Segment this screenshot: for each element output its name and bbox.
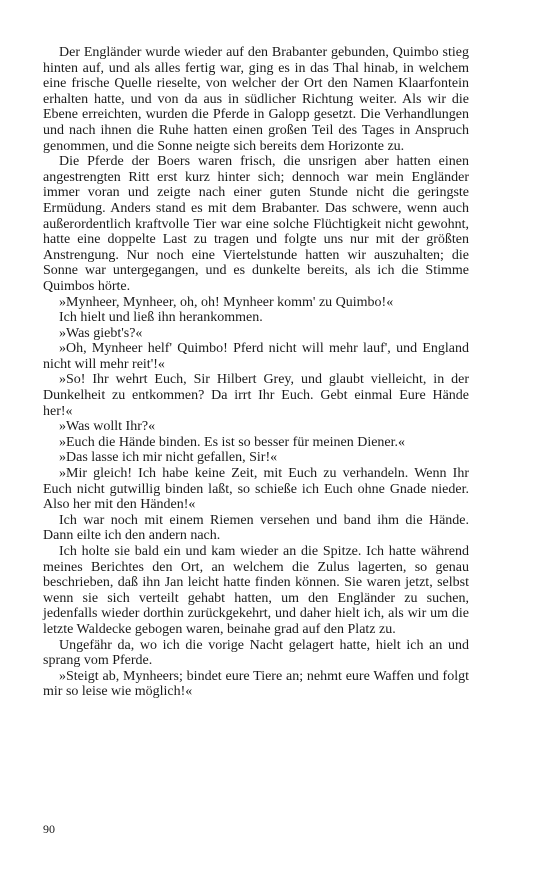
paragraph: Der Engländer wurde wieder auf den Brabanter gebunden, Quimbo stieg hinten auf, und als alles fertig war, ging es in das Thal hinab, in welchem eine frische Quelle rieselte, von welcher der Ort den Namen Klaarfontein erhalten hatte, und von da aus in südlicher Richtung weiter. Als wir die Ebene erreichten, wurden die Pferde in Galopp gesetzt. Die Verhandlungen und nach ihnen die Ruhe hatten einen großen Teil des Tages in Anspruch genommen, und die Sonne neigte sich bereits dem Horizonte zu.: [43, 45, 469, 154]
paragraph: »Mynheer, Mynheer, oh, oh! Mynheer komm' zu Quimbo!«: [59, 294, 394, 310]
paragraph: Ich holte sie bald ein und kam wieder an die Spitze. Ich hatte während meines Berichtes den Ort, an welchem die Zulus lagerten, so genau beschrieben, daß ihn Jan leicht hatte finden können. Sie waren jetzt, selbst wenn sie sich verteilt gehabt hatten, um den Engländer zu suchen, jedenfalls wieder dorthin zurückgekehrt, und daher hielt ich, als wir um die letzte Waldecke gebogen waren, beinahe grad auf den Platz zu.: [43, 544, 469, 637]
paragraph: »Mir gleich! Ich habe keine Zeit, mit Euch zu verhandeln. Wenn Ihr Euch nicht gutwillig binden laßt, so schieße ich Euch ohne Gnade nieder. Also her mit den Händen!«: [43, 466, 469, 513]
paragraph: »Euch die Hände binden. Es ist so besser für meinen Diener.«: [59, 434, 406, 450]
paragraph: »Was wollt Ihr?«: [59, 419, 156, 435]
paragraph: »So! Ihr wehrt Euch, Sir Hilbert Grey, und glaubt vielleicht, in der Dunkelheit zu entkommen? Da irrt Ihr Euch. Gebt einmal Eure Hände her!«: [43, 372, 469, 419]
paragraph: Ungefähr da, wo ich die vorige Nacht gelagert hatte, hielt ich an und sprang vom Pferde.: [43, 637, 469, 669]
page-number: 90: [43, 822, 55, 836]
paragraph: Ich war noch mit einem Riemen versehen und band ihm die Hände. Dann eilte ich den andern nach.: [43, 512, 469, 544]
paragraph: »Das lasse ich mir nicht gefallen, Sir!«: [59, 450, 278, 466]
paragraph: »Oh, Mynheer helf' Quimbo! Pferd nicht will mehr lauf', und England nicht will mehr reit'!«: [43, 341, 469, 372]
paragraph: Die Pferde der Boers waren frisch, die unsrigen aber hatten einen angestrengten Ritt erst kurz hinter sich; dennoch war mein Engländer immer voran und zeigte nach einer guten Stunde nicht die geringste Ermüdung. Anders stand es mit dem Brabanter. Das schwere, wenn auch außerordentlich kraftvolle Tier war eine solche Flüchtigkeit nicht gewohnt, hatte eine doppelte Last zu tragen und folgte uns nur mit der größten Anstrengung. Nur noch eine Viertelstunde hatten wir auszuhalten; die Sonne war untergegangen, und es dunkelte bereits, als ich die Stimme Quimbos hörte.: [43, 154, 469, 294]
paragraph: Ich hielt und ließ ihn herankommen.: [59, 310, 263, 326]
paragraph: »Steigt ab, Mynheers; bindet eure Tiere an; nehmt eure Waffen und folgt mir so leise wie möglich!«: [43, 668, 469, 700]
paragraph: »Was giebt's?«: [59, 325, 143, 341]
page-body: [43, 45, 469, 700]
